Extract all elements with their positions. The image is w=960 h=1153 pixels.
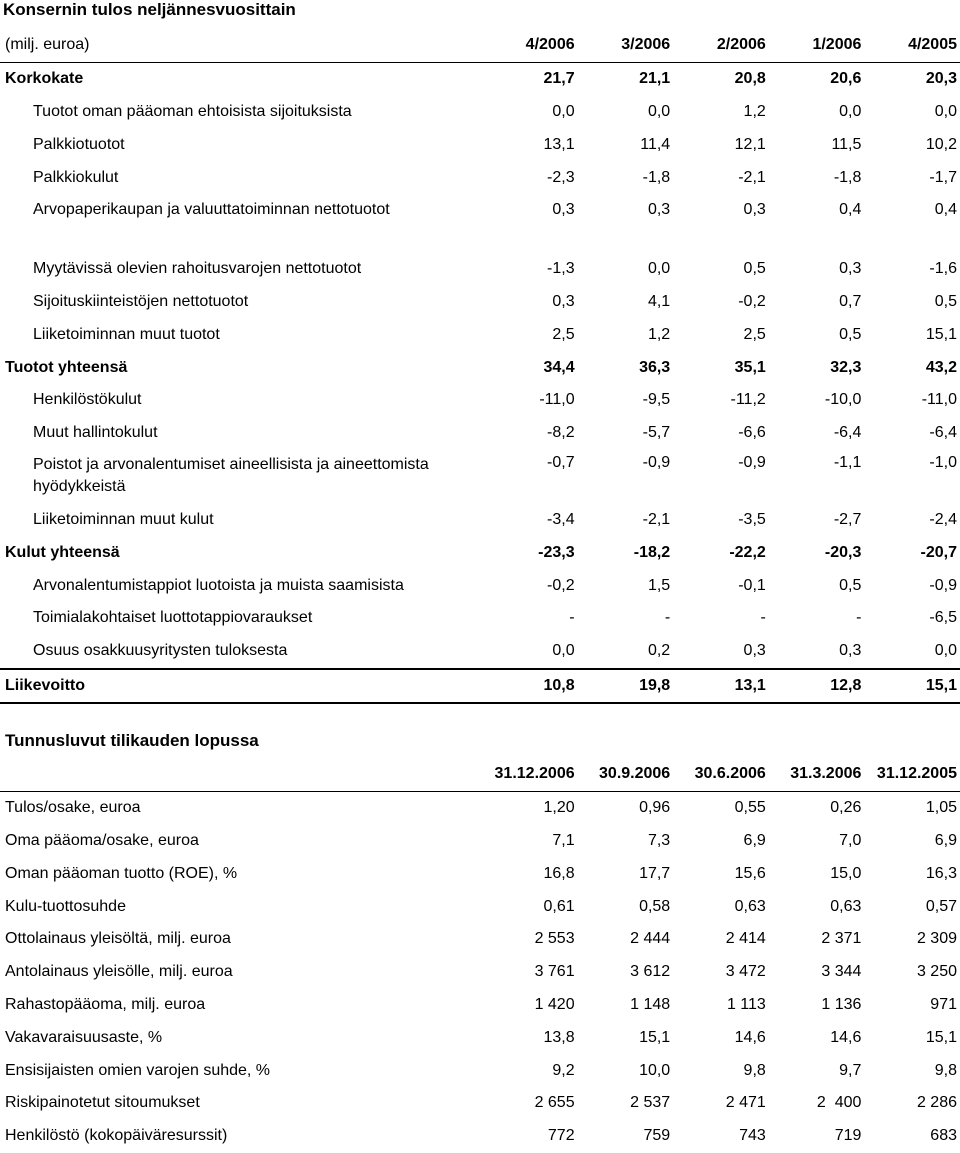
kpi-header-row	[0, 758, 960, 791]
cell-value: 0,26	[830, 799, 862, 817]
row-label: Ensisijaisten omien varojen suhde, %	[5, 1061, 271, 1079]
cell-value: -0,2	[738, 292, 766, 310]
table-row	[0, 1021, 960, 1054]
column-header: 2/2006	[673, 29, 769, 62]
table-row	[0, 128, 960, 161]
cell-value: -3,5	[738, 510, 766, 528]
row-label: Rahastopääoma, milj. euroa	[5, 995, 206, 1013]
cell-value: 0,0	[647, 102, 671, 120]
cell-value: 15,1	[639, 1028, 671, 1046]
cell-value: 35,1	[734, 358, 766, 376]
cell-value: 0,96	[639, 799, 671, 817]
cell-value: 15,1	[925, 325, 957, 343]
cell-value: 17,7	[639, 864, 671, 882]
column-header: 31.12.2006	[482, 758, 578, 791]
table-row	[0, 1054, 960, 1087]
cell-value: -1,8	[833, 168, 862, 186]
row-label: Liiketoiminnan muut tuotot	[33, 325, 220, 343]
cell-value: -11,0	[921, 391, 957, 409]
cell-value: 20,6	[830, 70, 862, 88]
row-label: Arvonalentumistappiot luotoista ja muista saamisista	[33, 576, 404, 594]
cell-value: 0,0	[839, 102, 862, 120]
cell-value: 0,0	[647, 260, 671, 278]
cell-value: -11,0	[539, 391, 575, 409]
table-row	[0, 825, 960, 858]
table-row	[0, 635, 960, 669]
table-row	[0, 989, 960, 1022]
cell-value: 21,7	[543, 70, 575, 88]
column-header: 1/2006	[769, 29, 865, 62]
cell-value: 0,0	[934, 102, 957, 120]
table-row	[0, 62, 960, 95]
cell-value: 2 553	[534, 930, 575, 948]
cell-value: 10,2	[925, 135, 957, 153]
cell-value: 21,1	[639, 70, 671, 88]
cell-value: 2 537	[630, 1094, 671, 1112]
table-row	[0, 504, 960, 537]
row-label: Arvopaperikaupan ja valuuttatoiminnan nettotuotot	[33, 201, 390, 219]
row-label: Palkkiokulut	[33, 168, 119, 186]
cell-value: 0,57	[925, 897, 957, 915]
row-label: Vakavaraisuusaste, %	[5, 1028, 163, 1046]
cell-value: 0,0	[934, 642, 957, 660]
section-title: Tunnusluvut tilikauden lopussa	[5, 731, 259, 750]
row-label: Oman pääoman tuotto (ROE), %	[5, 864, 238, 882]
cell-value: 11,4	[640, 135, 671, 153]
cell-value: -1,1	[833, 453, 862, 471]
cell-value: 34,4	[543, 358, 575, 376]
cell-value: 0,7	[839, 292, 862, 310]
cell-value: 43,2	[925, 358, 957, 376]
row-label: Sijoituskiinteistöjen nettotuotot	[33, 292, 249, 310]
row-label: Antolainaus yleisölle, milj. euroa	[5, 963, 233, 981]
cell-value: 0,5	[839, 325, 862, 343]
cell-value: 9,8	[934, 1061, 957, 1079]
cell-value: 0,3	[647, 201, 671, 219]
cell-value: 15,0	[830, 864, 862, 882]
table-row	[0, 857, 960, 890]
cell-value: 0,0	[552, 102, 575, 120]
cell-value: 1,20	[543, 799, 575, 817]
income-table	[0, 29, 960, 704]
cell-value: 16,8	[543, 864, 575, 882]
table-row	[0, 569, 960, 602]
cell-value: -8,2	[547, 424, 575, 442]
row-label: Henkilöstö (kokopäiväresurssit)	[5, 1127, 228, 1145]
cell-value: -11,2	[730, 391, 766, 409]
table-row	[0, 417, 960, 450]
cell-value: 20,3	[925, 70, 957, 88]
cell-value: 0,3	[552, 201, 575, 219]
row-label: Henkilöstökulut	[33, 391, 142, 409]
column-header: 3/2006	[578, 29, 674, 62]
cell-value: 971	[930, 995, 957, 1013]
row-label: Korkokate	[5, 70, 84, 88]
table-row	[0, 536, 960, 569]
document-title: Konsernin tulos neljännesvuosittain	[3, 0, 296, 19]
cell-value: 0,63	[830, 897, 862, 915]
cell-value: 0,4	[934, 201, 957, 219]
cell-value: 772	[547, 1127, 575, 1145]
table-row	[0, 669, 960, 704]
row-label: Ottolainaus yleisöltä, milj. euroa	[5, 930, 231, 948]
cell-value: 2 309	[916, 930, 957, 948]
cell-value: 9,8	[743, 1061, 766, 1079]
table-row	[0, 791, 960, 824]
cell-value: 759	[643, 1127, 671, 1145]
cell-value: -1,7	[929, 168, 957, 186]
cell-value: 1 113	[726, 995, 766, 1013]
cell-value: 12,8	[769, 669, 865, 704]
column-header: 31.12.2005	[864, 758, 960, 791]
row-label: Tuotot yhteensä	[5, 358, 128, 376]
cell-value: 7,3	[647, 831, 671, 849]
row-label: Muut hallintokulut	[33, 424, 158, 442]
cell-value: 2 400	[816, 1094, 862, 1112]
cell-value: 11,5	[831, 135, 862, 153]
cell-value: 2 286	[916, 1094, 957, 1112]
table-row	[0, 286, 960, 319]
unit-label: (milj. euroa)	[0, 29, 482, 62]
cell-value: 16,3	[925, 864, 957, 882]
cell-value: 2 371	[821, 930, 862, 948]
cell-value: -10,0	[824, 391, 862, 409]
cell-value: -6,4	[929, 424, 957, 442]
cell-value: 0,58	[639, 897, 671, 915]
cell-value: 19,8	[578, 669, 674, 704]
cell-value: 15,1	[864, 669, 960, 704]
cell-value: 10,8	[482, 669, 578, 704]
table-row	[0, 194, 960, 227]
cell-value: 3 472	[725, 963, 766, 981]
cell-value: 1,05	[925, 799, 957, 817]
cell-value: 2 414	[725, 930, 766, 948]
table-row	[0, 602, 960, 635]
table-row	[0, 96, 960, 129]
column-header: 4/2006	[482, 29, 578, 62]
row-label: Riskipainotetut sitoumukset	[5, 1094, 200, 1112]
cell-value: 13,1	[543, 135, 575, 153]
cell-value: 0,3	[552, 292, 575, 310]
cell-value: -1,6	[929, 260, 957, 278]
cell-value: -6,4	[833, 424, 862, 442]
cell-value: 0,5	[743, 260, 766, 278]
row-label: Toimialakohtaiset luottotappiovaraukset	[33, 609, 313, 627]
cell-value: 0,3	[839, 642, 862, 660]
table-row	[0, 318, 960, 351]
row-label: Palkkiotuotot	[33, 135, 125, 153]
cell-value: 0,5	[839, 576, 862, 594]
cell-value: -0,7	[547, 453, 575, 471]
header-spacer	[0, 758, 482, 791]
cell-value: 12,1	[734, 135, 766, 153]
cell-value: -0,1	[738, 576, 766, 594]
row-label: Liikevoitto	[0, 669, 482, 704]
cell-value: 1,2	[743, 102, 766, 120]
cell-value: 743	[739, 1127, 766, 1145]
cell-value: 0,4	[839, 201, 862, 219]
row-label: Myytävissä olevien rahoitusvarojen nettotuotot	[33, 260, 362, 278]
cell-value: 2,5	[743, 325, 766, 343]
cell-value: -20,3	[824, 543, 862, 561]
cell-value: -9,5	[642, 391, 671, 409]
cell-value: 1 148	[630, 995, 671, 1013]
cell-value: 0,3	[743, 642, 766, 660]
cell-value: 10,0	[639, 1061, 671, 1079]
table-row	[0, 384, 960, 417]
cell-value: 2 444	[630, 930, 671, 948]
cell-value: -	[760, 609, 766, 627]
table-row	[0, 450, 960, 504]
cell-value: -6,5	[929, 609, 957, 627]
cell-value: -0,9	[642, 453, 671, 471]
cell-value: -0,2	[547, 576, 575, 594]
column-header: 4/2005	[864, 29, 960, 62]
cell-value: 3 250	[916, 963, 957, 981]
table-row	[0, 1120, 960, 1153]
cell-value: 0,3	[743, 201, 766, 219]
column-header: 31.3.2006	[769, 758, 865, 791]
cell-value: 683	[930, 1127, 957, 1145]
cell-value: 0,0	[552, 642, 575, 660]
row-label: Tulos/osake, euroa	[5, 799, 141, 817]
cell-value: -20,7	[920, 543, 957, 561]
cell-value: 2 655	[534, 1094, 575, 1112]
cell-value: 1 136	[821, 995, 862, 1013]
cell-value: 0,5	[934, 292, 957, 310]
cell-value: -2,1	[738, 168, 766, 186]
cell-value: 14,6	[830, 1028, 862, 1046]
table-row	[0, 161, 960, 194]
cell-value: -	[569, 609, 575, 627]
cell-value: -2,7	[833, 510, 862, 528]
cell-value: 0,2	[647, 642, 671, 660]
cell-value: 7,0	[839, 831, 862, 849]
cell-value: 13,1	[673, 669, 769, 704]
cell-value: 15,6	[734, 864, 766, 882]
cell-value: 1,2	[647, 325, 671, 343]
cell-value: 6,9	[743, 831, 766, 849]
cell-value: -1,3	[547, 260, 575, 278]
kpi-table	[0, 758, 960, 1153]
cell-value: 1 420	[534, 995, 575, 1013]
cell-value: -1,0	[929, 453, 957, 471]
cell-value: 3 761	[534, 963, 575, 981]
cell-value: 14,6	[734, 1028, 766, 1046]
cell-value: 7,1	[552, 831, 575, 849]
cell-value: 3 344	[821, 963, 862, 981]
table-row	[0, 1087, 960, 1120]
cell-value: 0,3	[839, 260, 862, 278]
cell-value: 1,5	[647, 576, 671, 594]
cell-value: -2,4	[929, 510, 957, 528]
cell-value: 2 471	[725, 1094, 766, 1112]
table-row	[0, 253, 960, 286]
row-label: Kulut yhteensä	[5, 543, 120, 561]
table-row	[0, 890, 960, 923]
cell-value: 6,9	[934, 831, 957, 849]
column-header: 30.6.2006	[673, 758, 769, 791]
row-label: Kulu-tuottosuhde	[5, 897, 126, 915]
cell-value: 15,1	[925, 1028, 957, 1046]
cell-value: 0,61	[543, 897, 575, 915]
cell-value: -18,2	[633, 543, 671, 561]
cell-value: 9,7	[839, 1061, 862, 1079]
cell-value: -2,3	[547, 168, 575, 186]
table-row	[0, 351, 960, 384]
cell-value: -	[664, 609, 671, 627]
cell-value: -1,8	[642, 168, 671, 186]
cell-value: 4,1	[647, 292, 671, 310]
income-header-row	[0, 29, 960, 62]
row-label: Oma pääoma/osake, euroa	[5, 831, 199, 849]
cell-value: -3,4	[547, 510, 575, 528]
cell-value: -	[856, 609, 862, 627]
cell-value: 719	[834, 1127, 862, 1145]
cell-value: 9,2	[552, 1061, 575, 1079]
column-header: 30.9.2006	[578, 758, 674, 791]
cell-value: 20,8	[734, 70, 766, 88]
cell-value: -5,7	[642, 424, 671, 442]
cell-value: -0,9	[738, 453, 766, 471]
cell-value: -22,2	[729, 543, 766, 561]
cell-value: 13,8	[543, 1028, 575, 1046]
row-label: Osuus osakkuusyritysten tuloksesta	[33, 642, 288, 660]
cell-value: 32,3	[830, 358, 862, 376]
cell-value: -2,1	[642, 510, 671, 528]
table-row	[0, 923, 960, 956]
spacer-row	[0, 227, 960, 253]
row-label: Tuotot oman pääoman ehtoisista sijoituksista	[33, 102, 352, 120]
cell-value: 2,5	[552, 325, 575, 343]
cell-value: 0,55	[734, 799, 766, 817]
row-label: Liiketoiminnan muut kulut	[33, 510, 214, 528]
cell-value: -23,3	[538, 543, 575, 561]
table-row	[0, 956, 960, 989]
cell-value: -0,9	[929, 576, 957, 594]
cell-value: 0,63	[734, 897, 766, 915]
cell-value: -6,6	[738, 424, 766, 442]
cell-value: 36,3	[639, 358, 671, 376]
cell-value: 3 612	[630, 963, 671, 981]
row-label: Poistot ja arvonalentumiset aineellisista ja aineettomista hyödykkeistä	[33, 455, 429, 495]
